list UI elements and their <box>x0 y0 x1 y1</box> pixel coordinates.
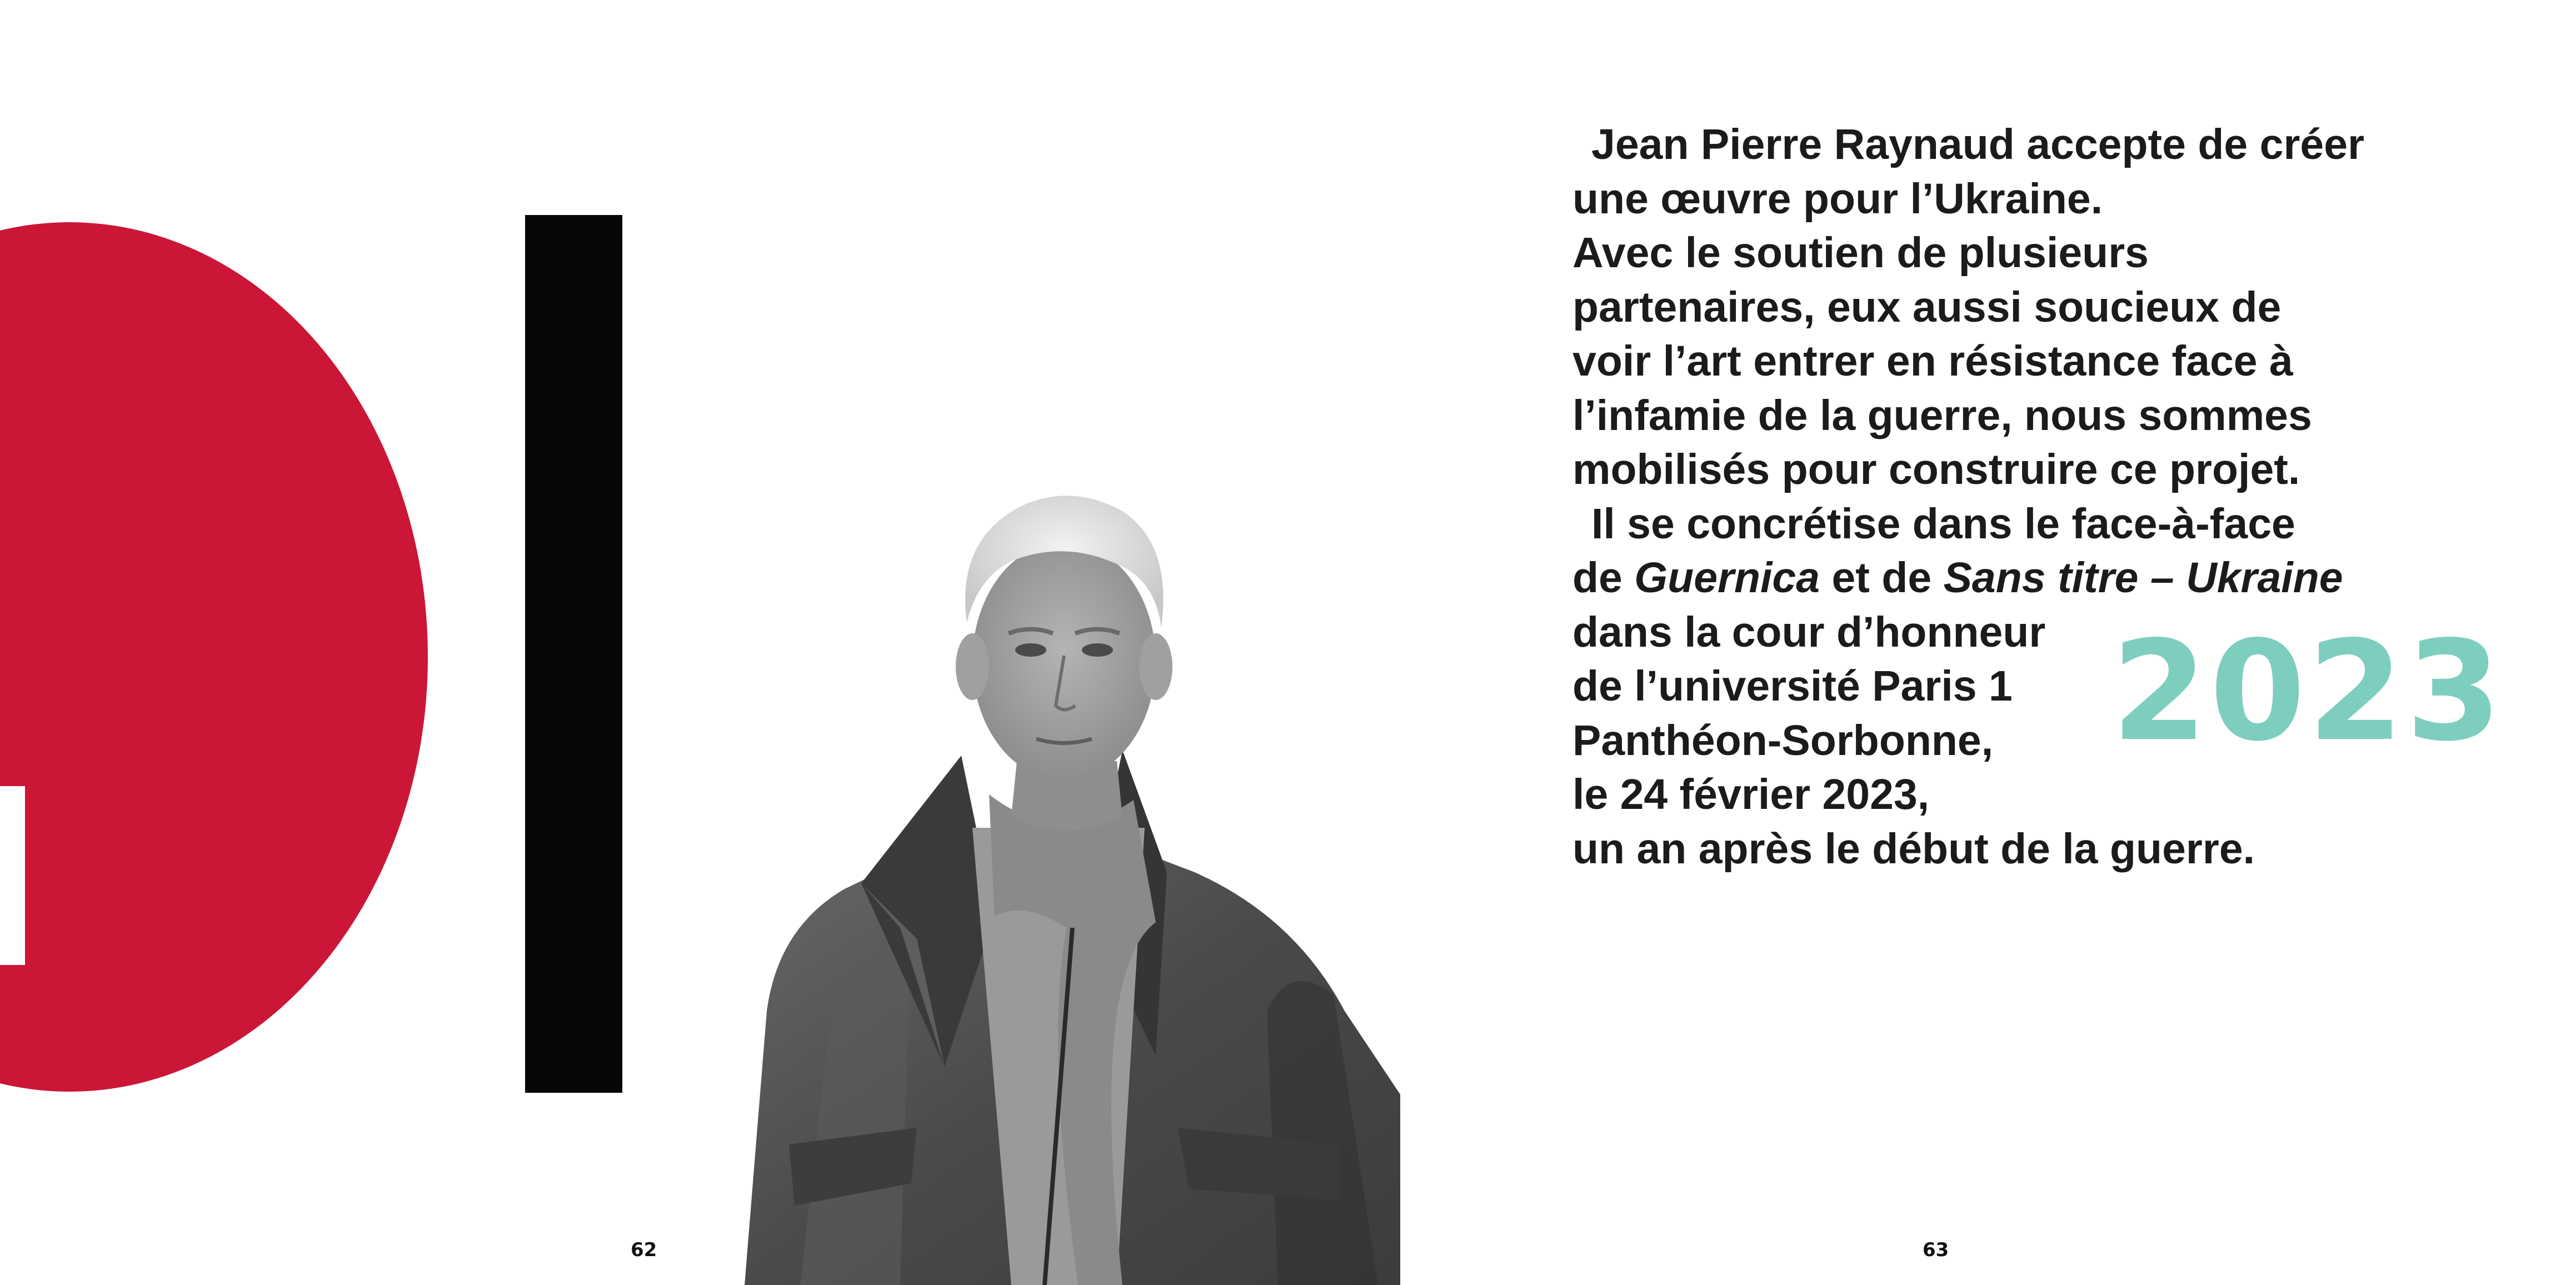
year-heading: 2023 <box>2111 612 2504 772</box>
text-line: une œuvre pour l’Ukraine. <box>1572 174 2103 223</box>
text-fragment: et de <box>1820 554 1944 602</box>
text-fragment: de <box>1572 554 1635 602</box>
vertical-black-bar <box>525 215 622 1093</box>
page-number-right: 63 <box>1923 1239 1949 1261</box>
text-line: Il se concrétise dans le face-à-face <box>1591 499 2295 548</box>
text-line: Panthéon-Sorbonne, <box>1572 716 1994 764</box>
artwork-title-guernica: Guernica <box>1634 554 1820 602</box>
text-line: Avec le soutien de plusieurs <box>1572 229 2149 277</box>
text-line: de l’université Paris 1 <box>1572 662 2013 710</box>
text-line-with-titles <box>1572 551 2462 606</box>
text-line: mobilisés pour construire ce projet. <box>1572 446 2300 493</box>
text-line: Jean Pierre Raynaud accepte de créer <box>1591 121 2365 168</box>
no-entry-sign-bar <box>0 786 25 965</box>
artwork-title-sans-titre: Sans titre – Ukraine <box>1943 554 2343 602</box>
text-line: partenaires, eux aussi soucieux de <box>1572 283 2282 331</box>
portrait-photo <box>733 372 1400 1285</box>
text-line: dans la cour d’honneur <box>1572 608 2046 656</box>
no-entry-sign-icon <box>0 222 428 1092</box>
page-number-left: 62 <box>631 1239 657 1261</box>
text-line: voir l’art entrer en résistance face à <box>1572 337 2293 385</box>
text-line: l’infamie de la guerre, nous sommes <box>1572 391 2312 439</box>
text-line: le 24 février 2023, <box>1572 771 1930 818</box>
text-line: un an après le début de la guerre. <box>1572 824 2255 873</box>
